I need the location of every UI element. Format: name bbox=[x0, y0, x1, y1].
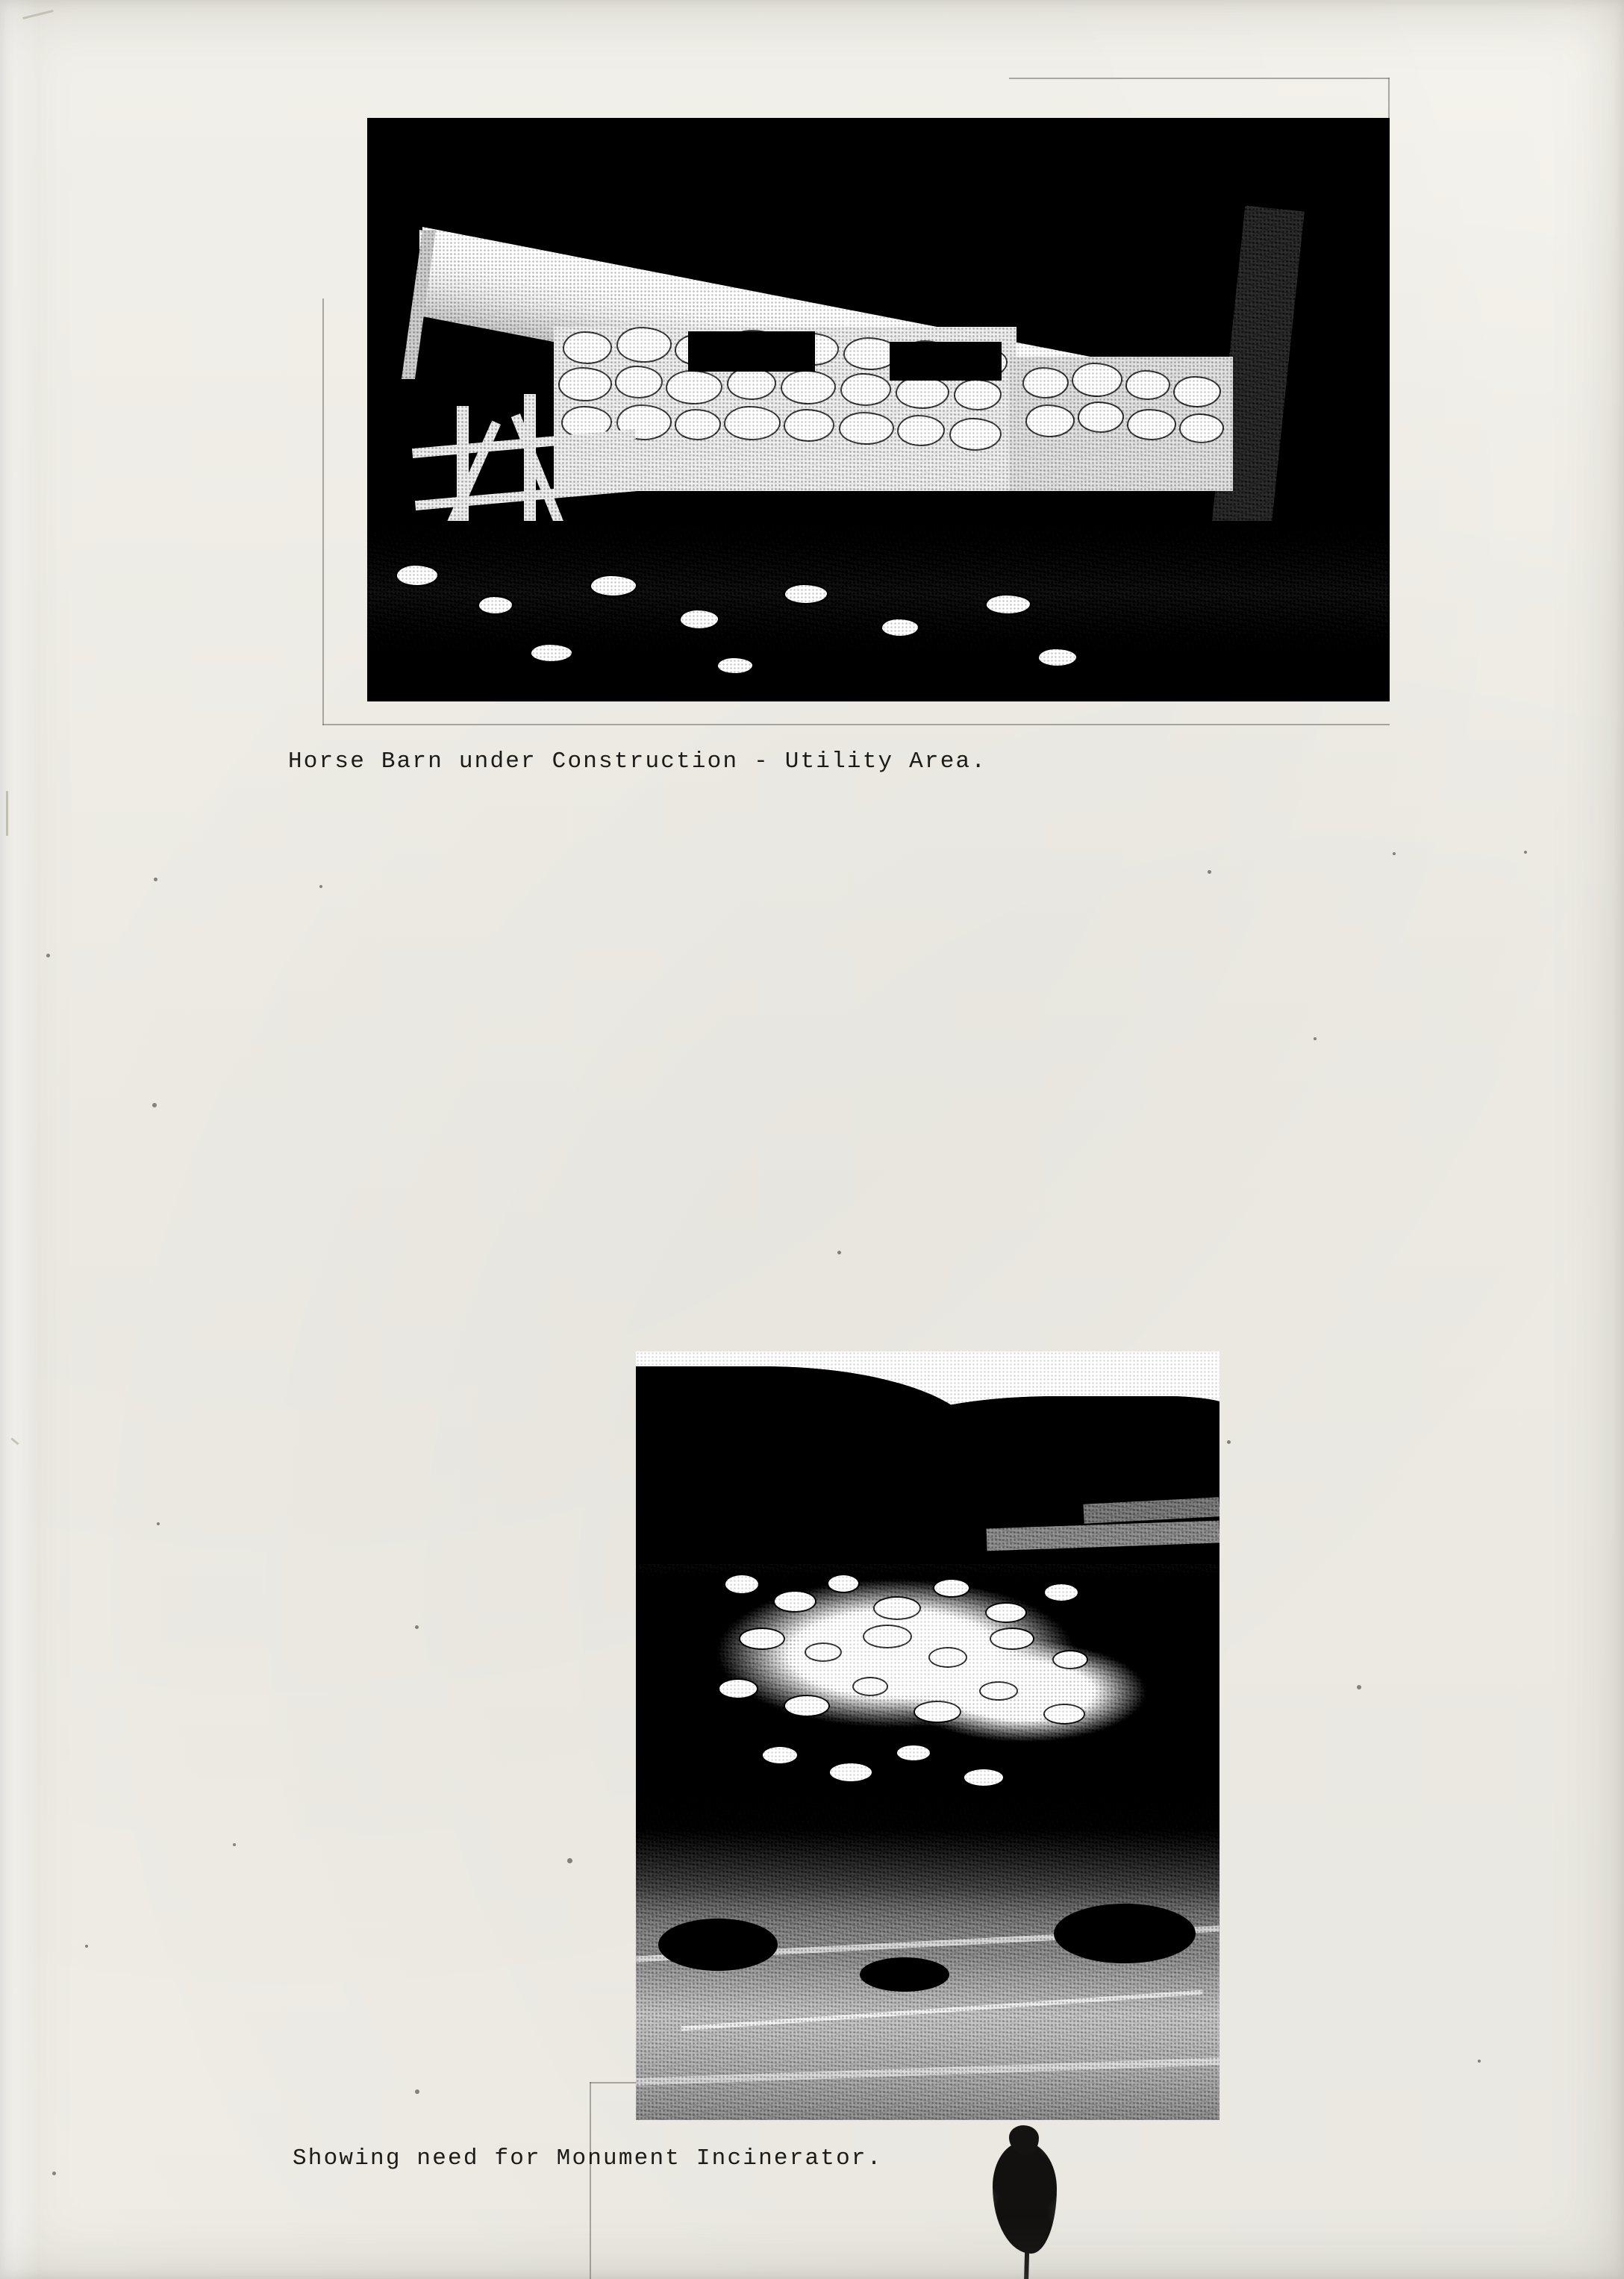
incinerator-need-photo bbox=[636, 1351, 1219, 2120]
paper-speck bbox=[157, 1522, 160, 1525]
paper-speck bbox=[46, 954, 50, 957]
paper-speck bbox=[319, 885, 322, 888]
scan-nick bbox=[6, 791, 8, 836]
paper-speck bbox=[1393, 852, 1396, 855]
caption-incinerator: Showing need for Monument Incinerator. bbox=[293, 2145, 883, 2172]
paper-speck bbox=[85, 1945, 88, 1948]
paper-speck bbox=[233, 1843, 236, 1846]
horse-barn-photo bbox=[367, 118, 1390, 701]
paper-speck bbox=[567, 1858, 572, 1863]
paper-speck bbox=[1357, 1685, 1361, 1689]
paper-speck bbox=[415, 2089, 419, 2094]
paper-speck bbox=[837, 1251, 841, 1254]
century-plant-group bbox=[636, 2113, 1219, 2279]
mount-line-bottom bbox=[322, 724, 1390, 725]
paper-speck bbox=[152, 1103, 157, 1107]
mount-line-left bbox=[322, 298, 324, 725]
horse-barn-photo-mount bbox=[0, 0, 1624, 791]
caption-horse-barn: Horse Barn under Construction - Utility Area. bbox=[288, 748, 987, 775]
mount-line-left bbox=[590, 2082, 591, 2279]
paper-speck bbox=[1208, 870, 1211, 874]
paper-speck bbox=[1478, 2060, 1481, 2063]
mount-line-top bbox=[1009, 78, 1390, 79]
paper-speck bbox=[1524, 851, 1527, 854]
paper-speck bbox=[154, 878, 157, 881]
paper-speck bbox=[1227, 1440, 1231, 1444]
century-plant-bloom bbox=[993, 2142, 1057, 2254]
paper-speck bbox=[52, 2172, 56, 2175]
paper-speck bbox=[1314, 1037, 1317, 1040]
paper-speck bbox=[415, 1625, 419, 1629]
incinerator-photo-mount bbox=[0, 1030, 1624, 2224]
